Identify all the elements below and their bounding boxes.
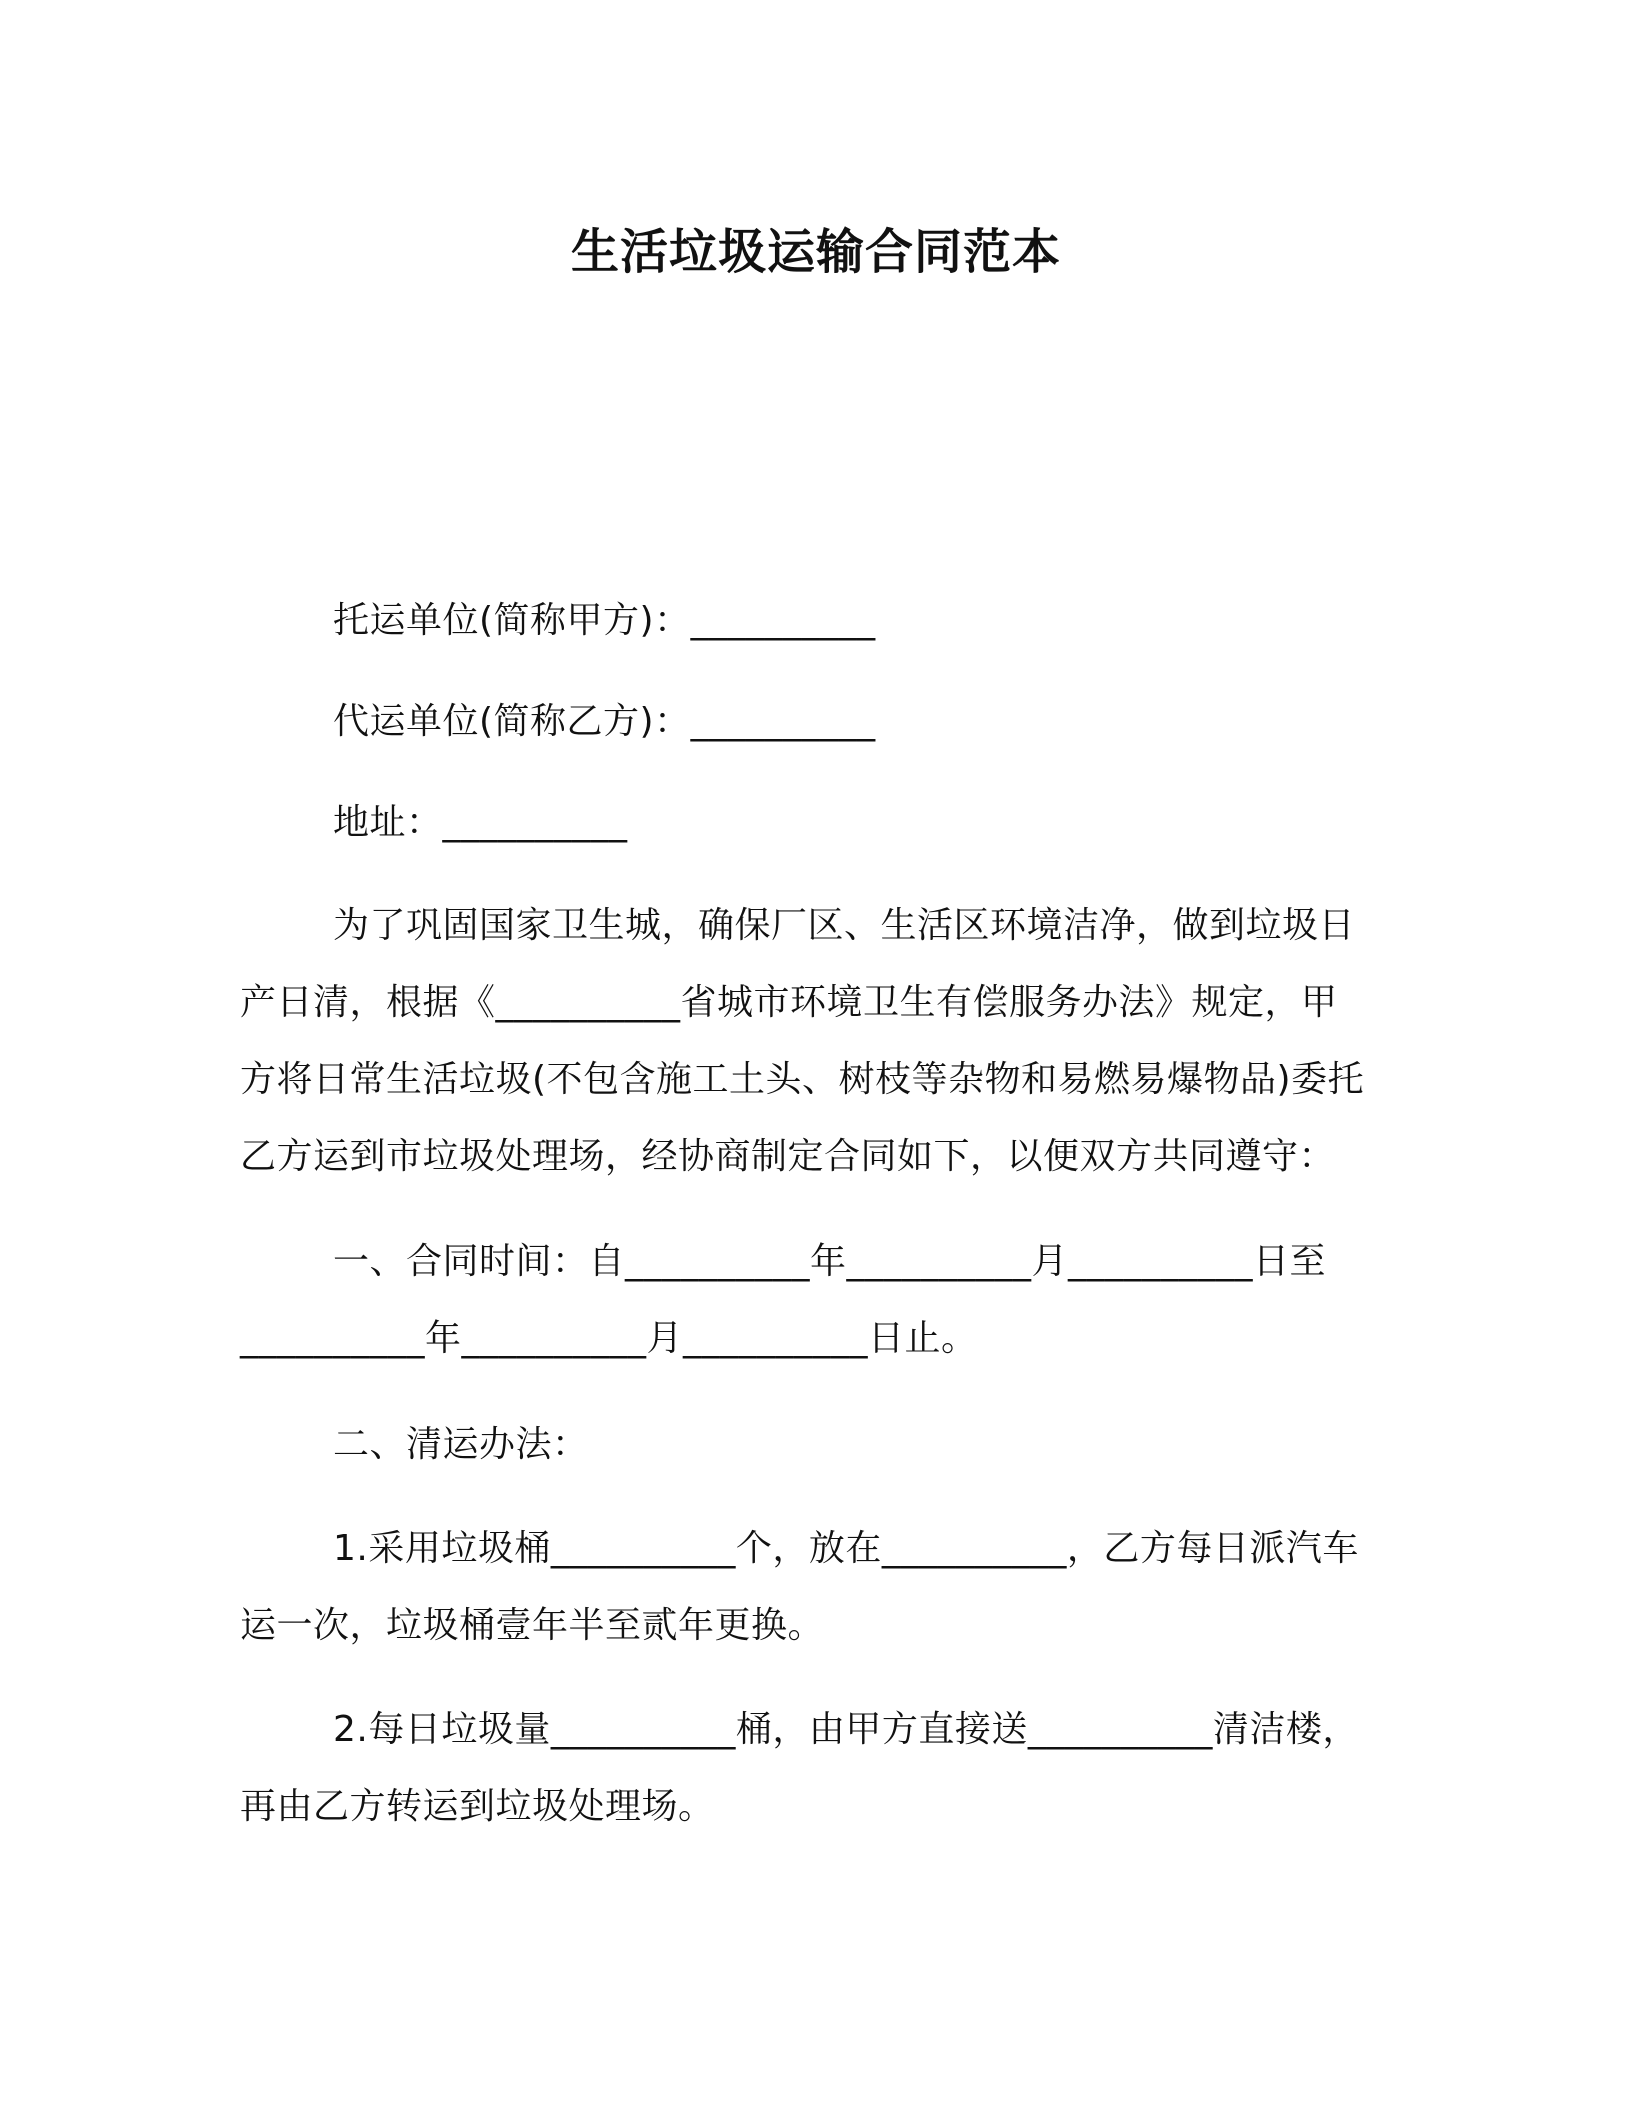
preamble-line-1: 为了巩固国家卫生城，确保厂区、生活区环境洁净，做到垃圾日	[333, 905, 1356, 946]
document-title: 生活垃圾运输合同范本	[570, 224, 1061, 280]
clause-1-line-2: __________年__________月__________日止。	[240, 1318, 978, 1359]
party-a-line: 托运单位(简称甲方)：__________	[333, 600, 876, 641]
clause-1-line-1: 一、合同时间：自__________年__________月__________日至	[333, 1241, 1327, 1282]
preamble-line-3: 方将日常生活垃圾(不包含施工土头、树枝等杂物和易燃易爆物品)委托	[240, 1059, 1365, 1100]
party-b-line: 代运单位(简称乙方)：__________	[333, 701, 876, 742]
item-1-line-2: 运一次，垃圾桶壹年半至贰年更换。	[240, 1605, 825, 1646]
preamble-line-4: 乙方运到市垃圾处理场，经协商制定合同如下，以便双方共同遵守：	[240, 1136, 1336, 1177]
item-2-line-2: 再由乙方转运到垃圾处理场。	[240, 1786, 715, 1827]
address-line: 地址：__________	[333, 802, 628, 843]
clause-2-heading: 二、清运办法：	[333, 1424, 589, 1465]
preamble-line-2: 产日清，根据《__________省城市环境卫生有偿服务办法》规定，甲	[240, 982, 1338, 1023]
item-2-line-1: 2.每日垃圾量__________桶，由甲方直接送__________清洁楼，	[333, 1709, 1359, 1750]
item-1-line-1: 1.采用垃圾桶__________个，放在__________，乙方每日派汽车	[333, 1528, 1359, 1569]
